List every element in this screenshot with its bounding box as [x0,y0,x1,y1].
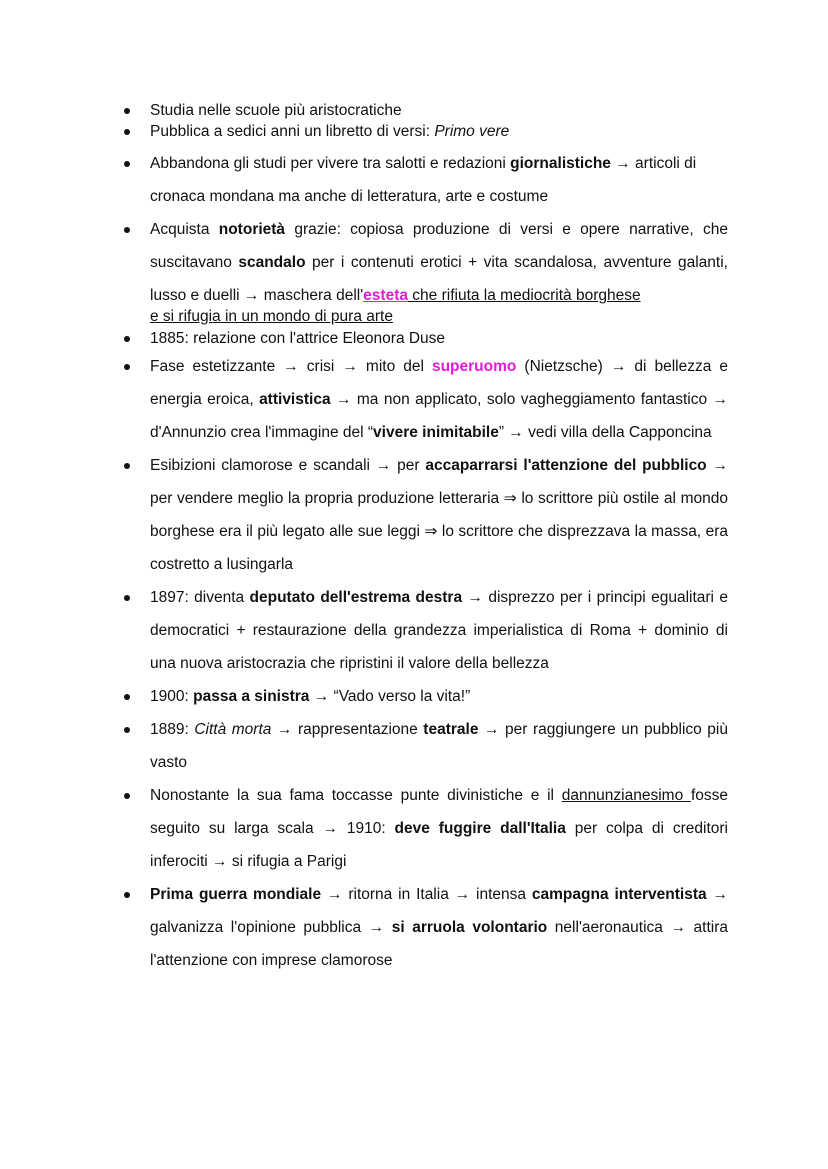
item-text: (Nietzsche) → di bellezza e energia eroica, [150,358,728,408]
item-highlight: esteta [363,287,408,304]
list-item [150,328,728,349]
item-highlight: superuomo [431,358,517,375]
item-text: → per raggiungere un pubblico più vasto [150,721,728,771]
item-bold: deve fuggire dall'Italia [394,820,566,837]
item-text: ” → vedi villa della Capponcina [498,424,712,441]
item-text: → disprezzo per i principi egualitari e democratici + restaurazione della grandezza imperialistica di Roma + dominio di una nuova aristocrazia che ripristini il valore della bellezza [150,589,728,672]
item-bold: scandalo [238,254,306,271]
item-bold: passa a sinistra [193,688,310,705]
item-bold: giornalistiche [510,155,611,172]
item-italic-title: Città morta [194,721,272,738]
list-item [150,680,728,713]
item-underlined: dannunzianesimo [561,787,691,804]
item-text: → rappresentazione [271,721,424,738]
list-item [150,350,728,449]
item-text: → per vendere meglio la propria produzione letteraria ⇒ lo scrittore più ostile al mondo borghese era il più legato alle sue leggi ⇒ lo scrittore che disprezzava la massa, era costretto a lusingarla [150,457,728,573]
item-bold: teatrale [423,721,479,738]
list-item [150,213,728,327]
item-text: Pubblica a sedici anni un libretto di versi: [150,123,435,140]
item-bold: campagna interventista [531,886,707,903]
item-text: per colpa di creditori inferociti → si rifugia a Parigi [150,820,728,870]
item-text: Fase estetizzante → crisi → mito del [150,358,432,375]
item-italic-title: Primo vere [434,123,510,140]
item-body [150,213,728,312]
item-text: 1885: relazione con l'attrice Eleonora Duse [150,330,446,347]
item-bold: deputato dell'estrema destra [249,589,463,606]
item-bold: attivistica [259,391,331,408]
item-text: 1897: diventa [150,589,250,606]
list-item [150,713,728,779]
item-underlined: che rifiuta la mediocrità borghese [407,287,641,304]
item-text: → ma non applicato, solo vagheggiamento fantastico → d'Annunzio crea l'immagine del “ [150,391,729,441]
bullet-list [150,100,728,977]
item-text: Nonostante la sua fama toccasse punte divinistiche e il [150,787,562,804]
item-bold: notorietà [218,221,286,238]
item-text: fosse seguito su larga scala → 1910: [150,787,729,837]
list-item [150,121,728,142]
list-item [150,581,728,680]
list-item [150,449,728,581]
item-bold: Prima guerra mondiale [150,886,322,903]
item-text: nell'aeronautica → attira l'attenzione con imprese clamorose [150,919,728,969]
item-text: Abbandona gli studi per vivere tra salotti e redazioni [150,155,511,172]
item-text: 1900: [150,688,194,705]
item-underlined: e si rifugia in un mondo di pura arte [150,308,393,325]
item-text: grazie: copiosa produzione di versi e opere narrative, che suscitavano [150,221,728,271]
item-bold: accaparrarsi l'attenzione del pubblico [425,457,707,474]
item-text: → ritorna in Italia → intensa [321,886,532,903]
item-bold: vivere inimitabile [373,424,499,441]
item-text: per i contenuti erotici + vita scandalosa, avventure galanti, lusso e duelli → maschera dell' [150,254,728,304]
item-text: Studia nelle scuole più aristocratiche [150,102,402,119]
list-item [150,878,728,977]
list-item [150,147,728,213]
item-text: → galvanizza l'opinione pubblica → [150,886,728,936]
item-bold: si arruola volontario [391,919,548,936]
item-text: → “Vado verso la vita!” [309,688,471,705]
item-text: Acquista [150,221,219,238]
item-text: → articoli di cronaca mondana ma anche di letteratura, arte e costume [150,155,697,205]
list-item [150,779,728,878]
list-item [150,100,728,121]
item-text: Esibizioni clamorose e scandali → per [150,457,426,474]
item-text: 1889: [150,721,195,738]
